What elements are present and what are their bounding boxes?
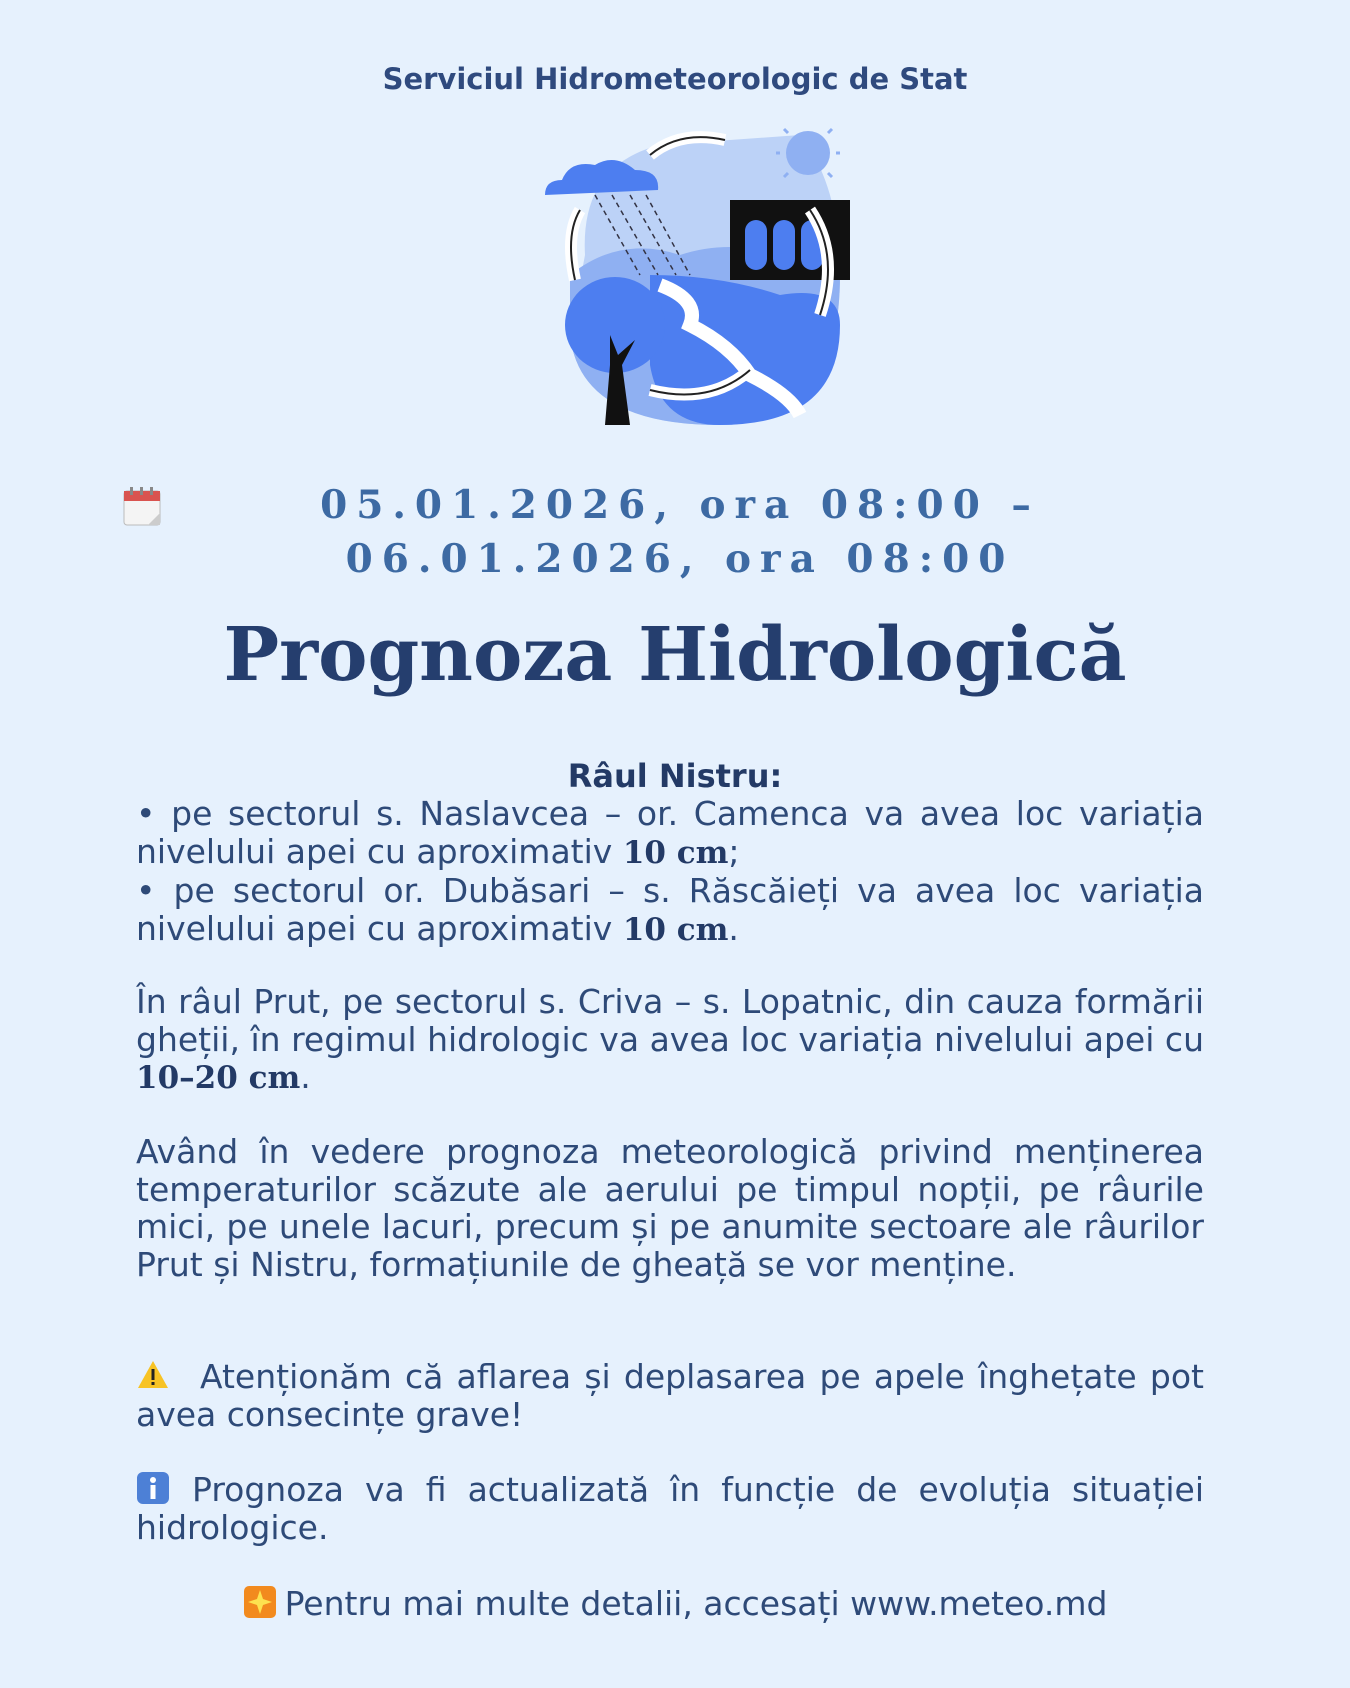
nistru-bullet-2 — [136, 872, 1204, 949]
info-paragraph — [136, 1471, 1204, 1546]
warning-icon — [136, 1358, 170, 1392]
info-icon — [136, 1471, 170, 1505]
nistru-bullet-1 — [136, 795, 1204, 872]
footer — [0, 1584, 1350, 1623]
bullet-value: 10 cm — [622, 834, 729, 871]
nistru-bullets — [136, 795, 1204, 949]
prut-paragraph — [136, 983, 1204, 1098]
meteo-note: Având în vedere prognoza meteorologică privind menținerea temperaturilor scăzute ale aerului pe timpul nopții, pe râurile mici, pe unele lacuri, precum și pe anumite sectoare ale râurilor Prut și Nistru, formațiunile de gheață se vor menține. — [136, 1132, 1204, 1284]
info-text: Prognoza va fi actualizată în funcție de evoluția situației hidrologice. — [136, 1470, 1204, 1547]
prut-value: 10–20 cm — [136, 1060, 301, 1096]
page-title: Prognoza Hidrologică — [223, 612, 1127, 698]
sparkle-icon — [243, 1585, 277, 1619]
bullet-text: • pe sectorul or. Dubăsari – s. Răscăieți va avea loc variația nivelului apei cu aproximativ — [136, 871, 1204, 948]
prut-text: În râul Prut, pe sectorul s. Criva – s. Lopatnic, din cauza formării gheții, în regimul hidrologic va avea loc variația nivelului apei cu — [136, 982, 1204, 1059]
bullet-end: ; — [728, 831, 740, 871]
bullet-value: 10 cm — [622, 911, 729, 948]
water-cycle-illustration — [540, 125, 880, 460]
bullet-end: . — [728, 908, 739, 948]
footer-text: Pentru mai multe detalii, accesați www.meteo.md — [284, 1584, 1108, 1623]
bullet-text: • pe sectorul s. Naslavcea – or. Camenca va avea loc variația nivelului apei cu aproximativ — [136, 794, 1204, 871]
warning-text: Atenționăm că aflarea și deplasarea pe apele înghețate pot avea consecințe grave! — [136, 1357, 1204, 1434]
forecast-date-range: 05.01.2026, ora 08:00 – 06.01.2026, ora 08:00 — [320, 482, 1040, 582]
nistru-heading: Râul Nistru: — [567, 757, 783, 795]
prut-end: . — [300, 1057, 311, 1096]
organization-name: Serviciul Hidrometeorologic de Stat — [382, 62, 968, 96]
warning-paragraph — [136, 1358, 1204, 1433]
